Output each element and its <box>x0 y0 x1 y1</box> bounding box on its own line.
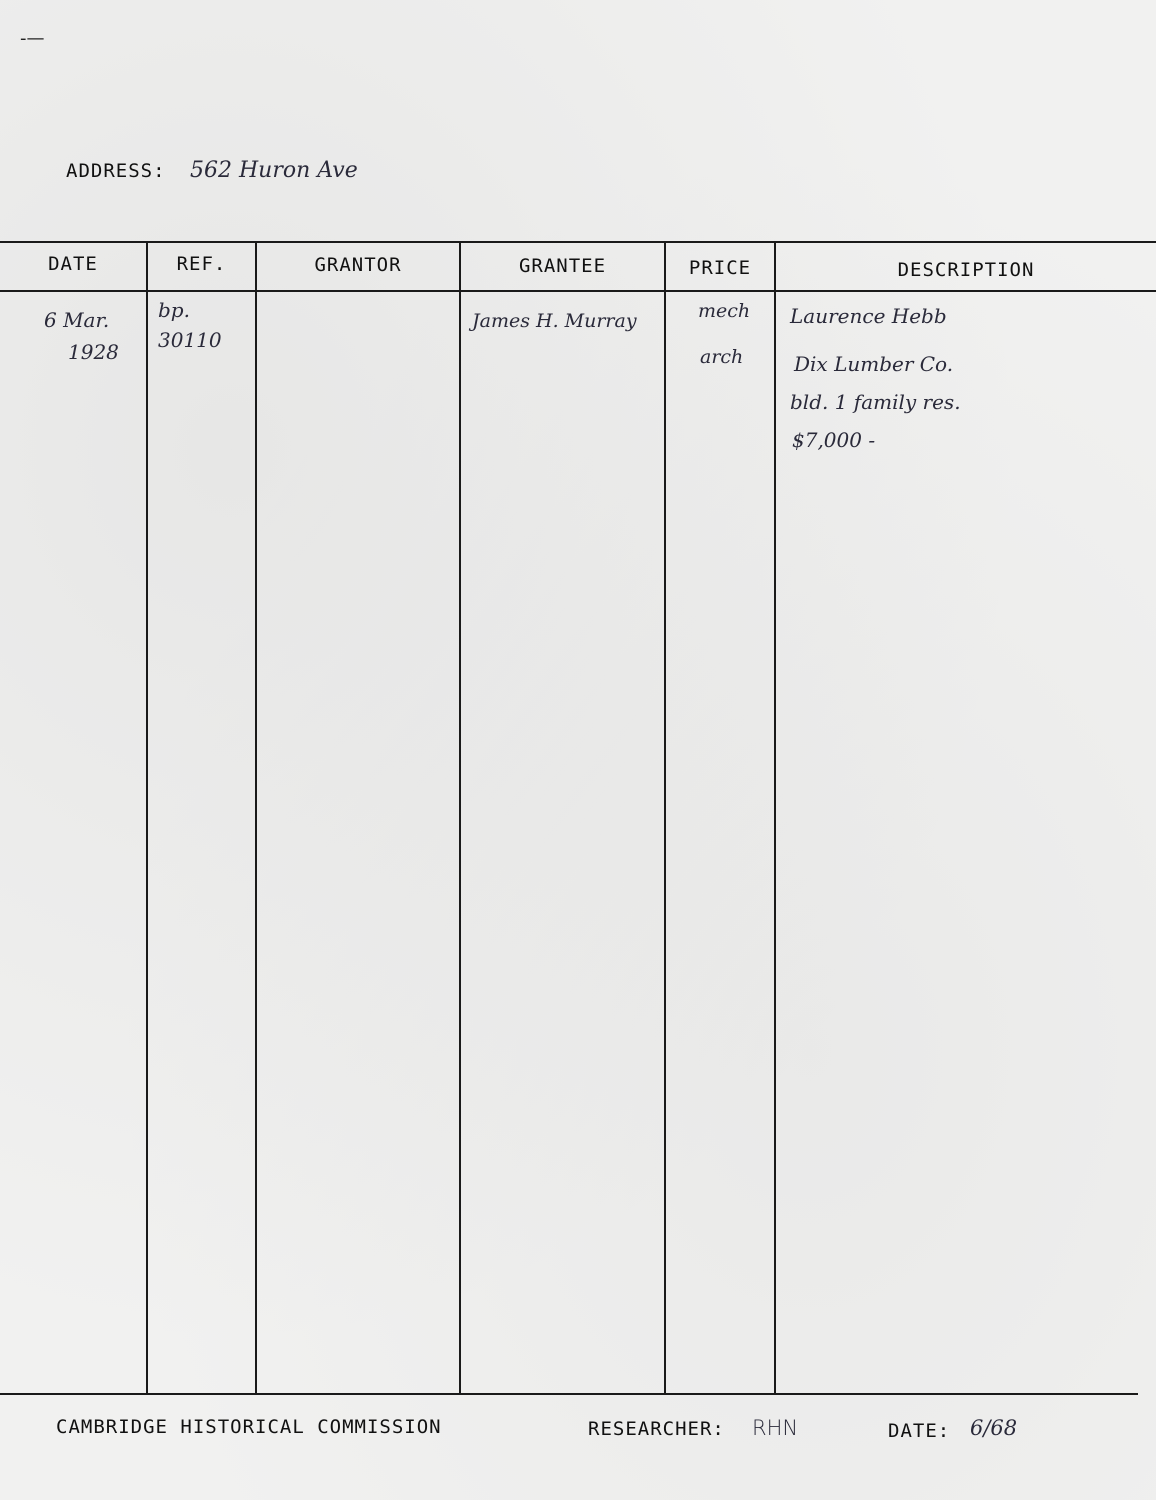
column-divider-3 <box>459 241 461 1393</box>
header-description: DESCRIPTION <box>897 259 1035 281</box>
footer-date-value: 6/68 <box>970 1416 1018 1440</box>
footer-date-label: DATE: <box>888 1420 951 1442</box>
column-divider-2 <box>255 241 257 1393</box>
corner-mark: -— <box>20 28 45 49</box>
header-bottom-rule <box>0 290 1156 292</box>
row-date-line2: 1928 <box>68 340 119 364</box>
row-date-line1: 6 Mar. <box>44 308 110 332</box>
column-divider-4 <box>664 241 666 1393</box>
table-top-rule <box>0 241 1156 243</box>
address-label: ADDRESS: <box>66 160 166 182</box>
footer-researcher-label: RESEARCHER: <box>588 1418 725 1440</box>
header-date: DATE <box>48 253 98 275</box>
footer-researcher-value: RHN <box>752 1416 799 1440</box>
row-description-line2: Dix Lumber Co. <box>794 352 954 376</box>
header-price: PRICE <box>688 257 752 279</box>
row-description-line3: bld. 1 family res. <box>790 390 961 414</box>
row-price-line1: mech <box>698 300 751 322</box>
row-price-line2: arch <box>700 346 744 368</box>
row-description-line1: Laurence Hebb <box>790 304 947 328</box>
footer-organization: CAMBRIDGE HISTORICAL COMMISSION <box>56 1416 442 1438</box>
table-bottom-rule <box>0 1393 1138 1395</box>
row-ref-line2: 30110 <box>158 328 222 352</box>
column-divider-1 <box>146 241 148 1393</box>
column-divider-5 <box>774 241 776 1393</box>
header-grantee: GRANTEE <box>518 255 607 277</box>
row-description-line4: $7,000 - <box>792 428 876 452</box>
header-ref: REF. <box>176 253 227 275</box>
header-grantor: GRANTOR <box>314 254 402 276</box>
address-value: 562 Huron Ave <box>190 158 358 183</box>
row-ref-line1: bp. <box>158 298 190 322</box>
row-grantee: James H. Murray <box>472 310 637 332</box>
